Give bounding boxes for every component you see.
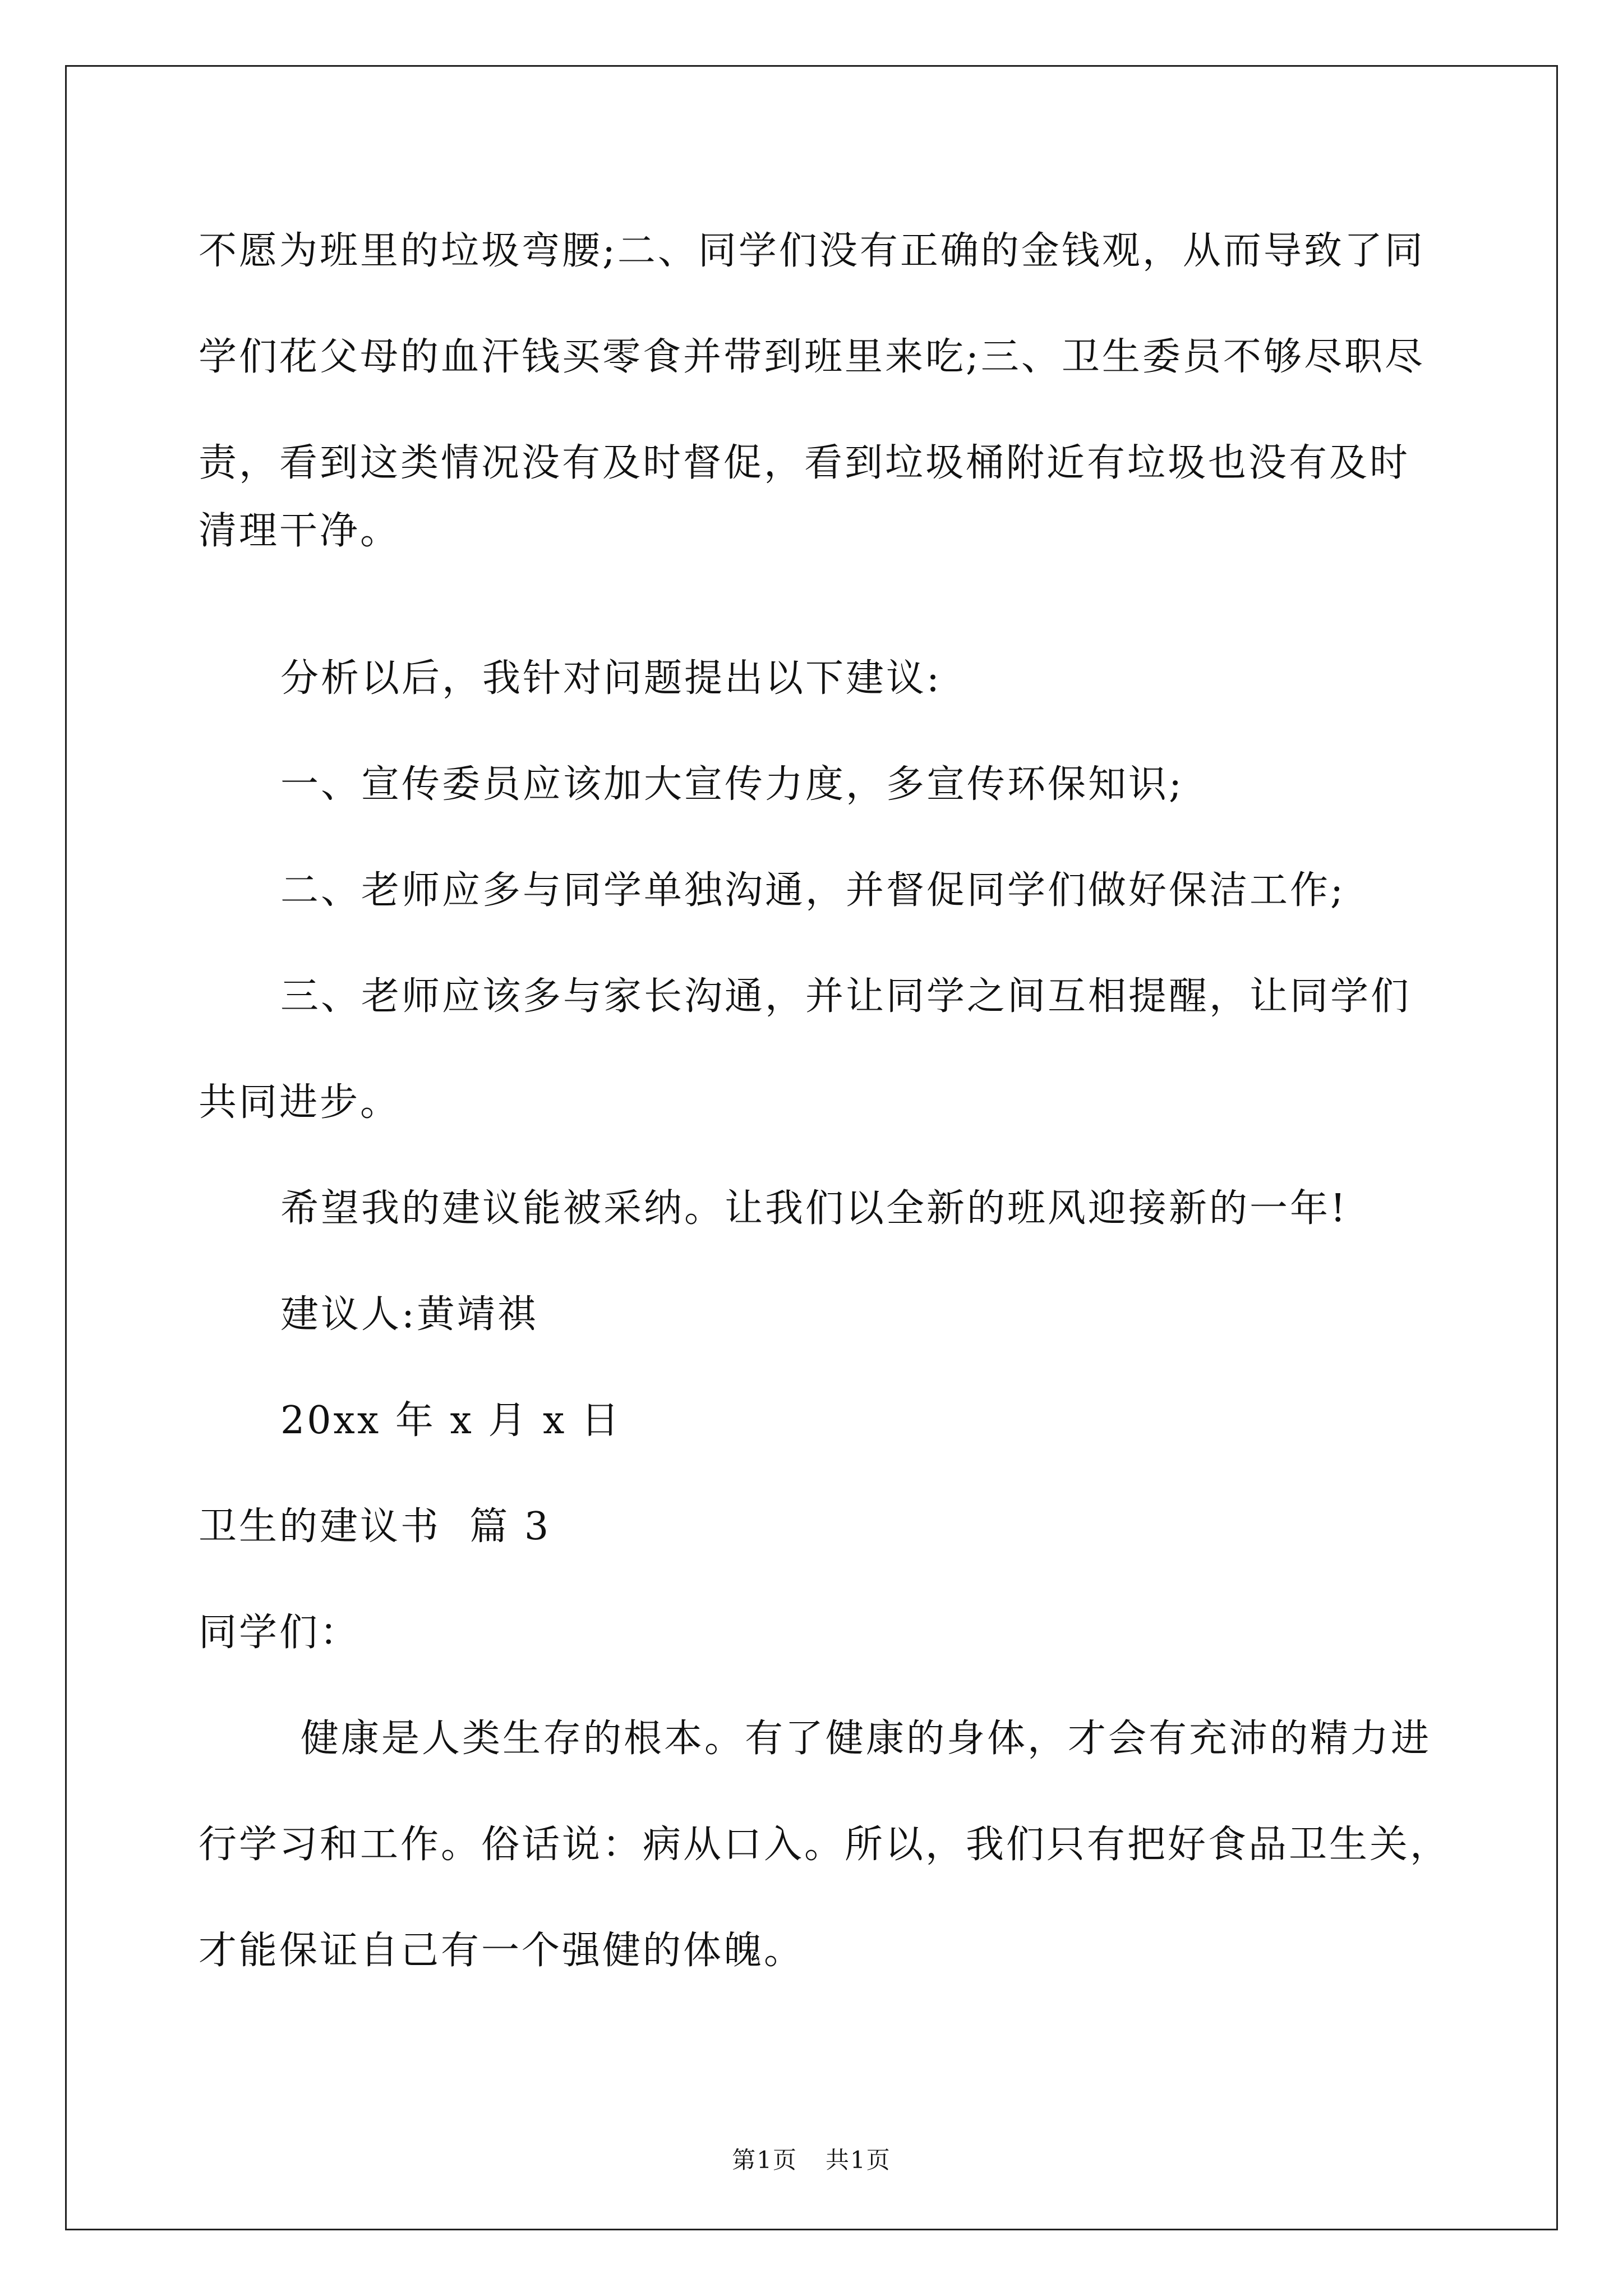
paragraph-line: 学们花父母的血汗钱买零食并带到班里来吃;三、卫生委员不够尽职尽: [199, 335, 1425, 379]
paragraph-line: 才能保证自己有一个强健的体魄。: [199, 1929, 805, 1973]
paragraph-line: 二、老师应多与同学单独沟通，并督促同学们做好保洁工作;: [280, 868, 1345, 913]
signature-line: 建议人:黄靖祺: [280, 1292, 538, 1337]
date-line: 20xx 年 x 月 x 日: [280, 1398, 622, 1443]
page-footer: [0, 2142, 1623, 2175]
paragraph-line: 三、老师应该多与家长沟通，并让同学之间互相提醒，让同学们: [280, 974, 1412, 1019]
salutation: 同学们：: [199, 1611, 361, 1655]
paragraph-line: 不愿为班里的垃圾弯腰;二、同学们没有正确的金钱观，从而导致了同: [199, 229, 1425, 273]
page-number: 第1页: [732, 2146, 797, 2174]
paragraph-line: 分析以后，我针对问题提出以下建议:: [280, 656, 942, 701]
paragraph-line: 一、宣传委员应该加大宣传力度，多宣传环保知识;: [280, 762, 1184, 807]
paragraph-line: 行学习和工作。俗话说：病从口入。所以，我们只有把好食品卫生关，: [199, 1823, 1451, 1867]
page-total: 共1页: [826, 2146, 891, 2174]
paragraph-line: 责，看到这类情况没有及时督促，看到垃圾桶附近有垃圾也没有及时: [199, 441, 1410, 485]
paragraph-line: 清理干净。: [199, 509, 401, 553]
paragraph-line: 希望我的建议能被采纳。让我们以全新的班风迎接新的一年!: [280, 1186, 1348, 1231]
paragraph-line: 共同进步。: [199, 1080, 401, 1125]
paragraph-line: 健康是人类生存的根本。有了健康的身体，才会有充沛的精力进: [301, 1717, 1432, 1761]
section-heading: 卫生的建议书 篇 3: [199, 1504, 551, 1549]
page-border: [65, 65, 1558, 2230]
